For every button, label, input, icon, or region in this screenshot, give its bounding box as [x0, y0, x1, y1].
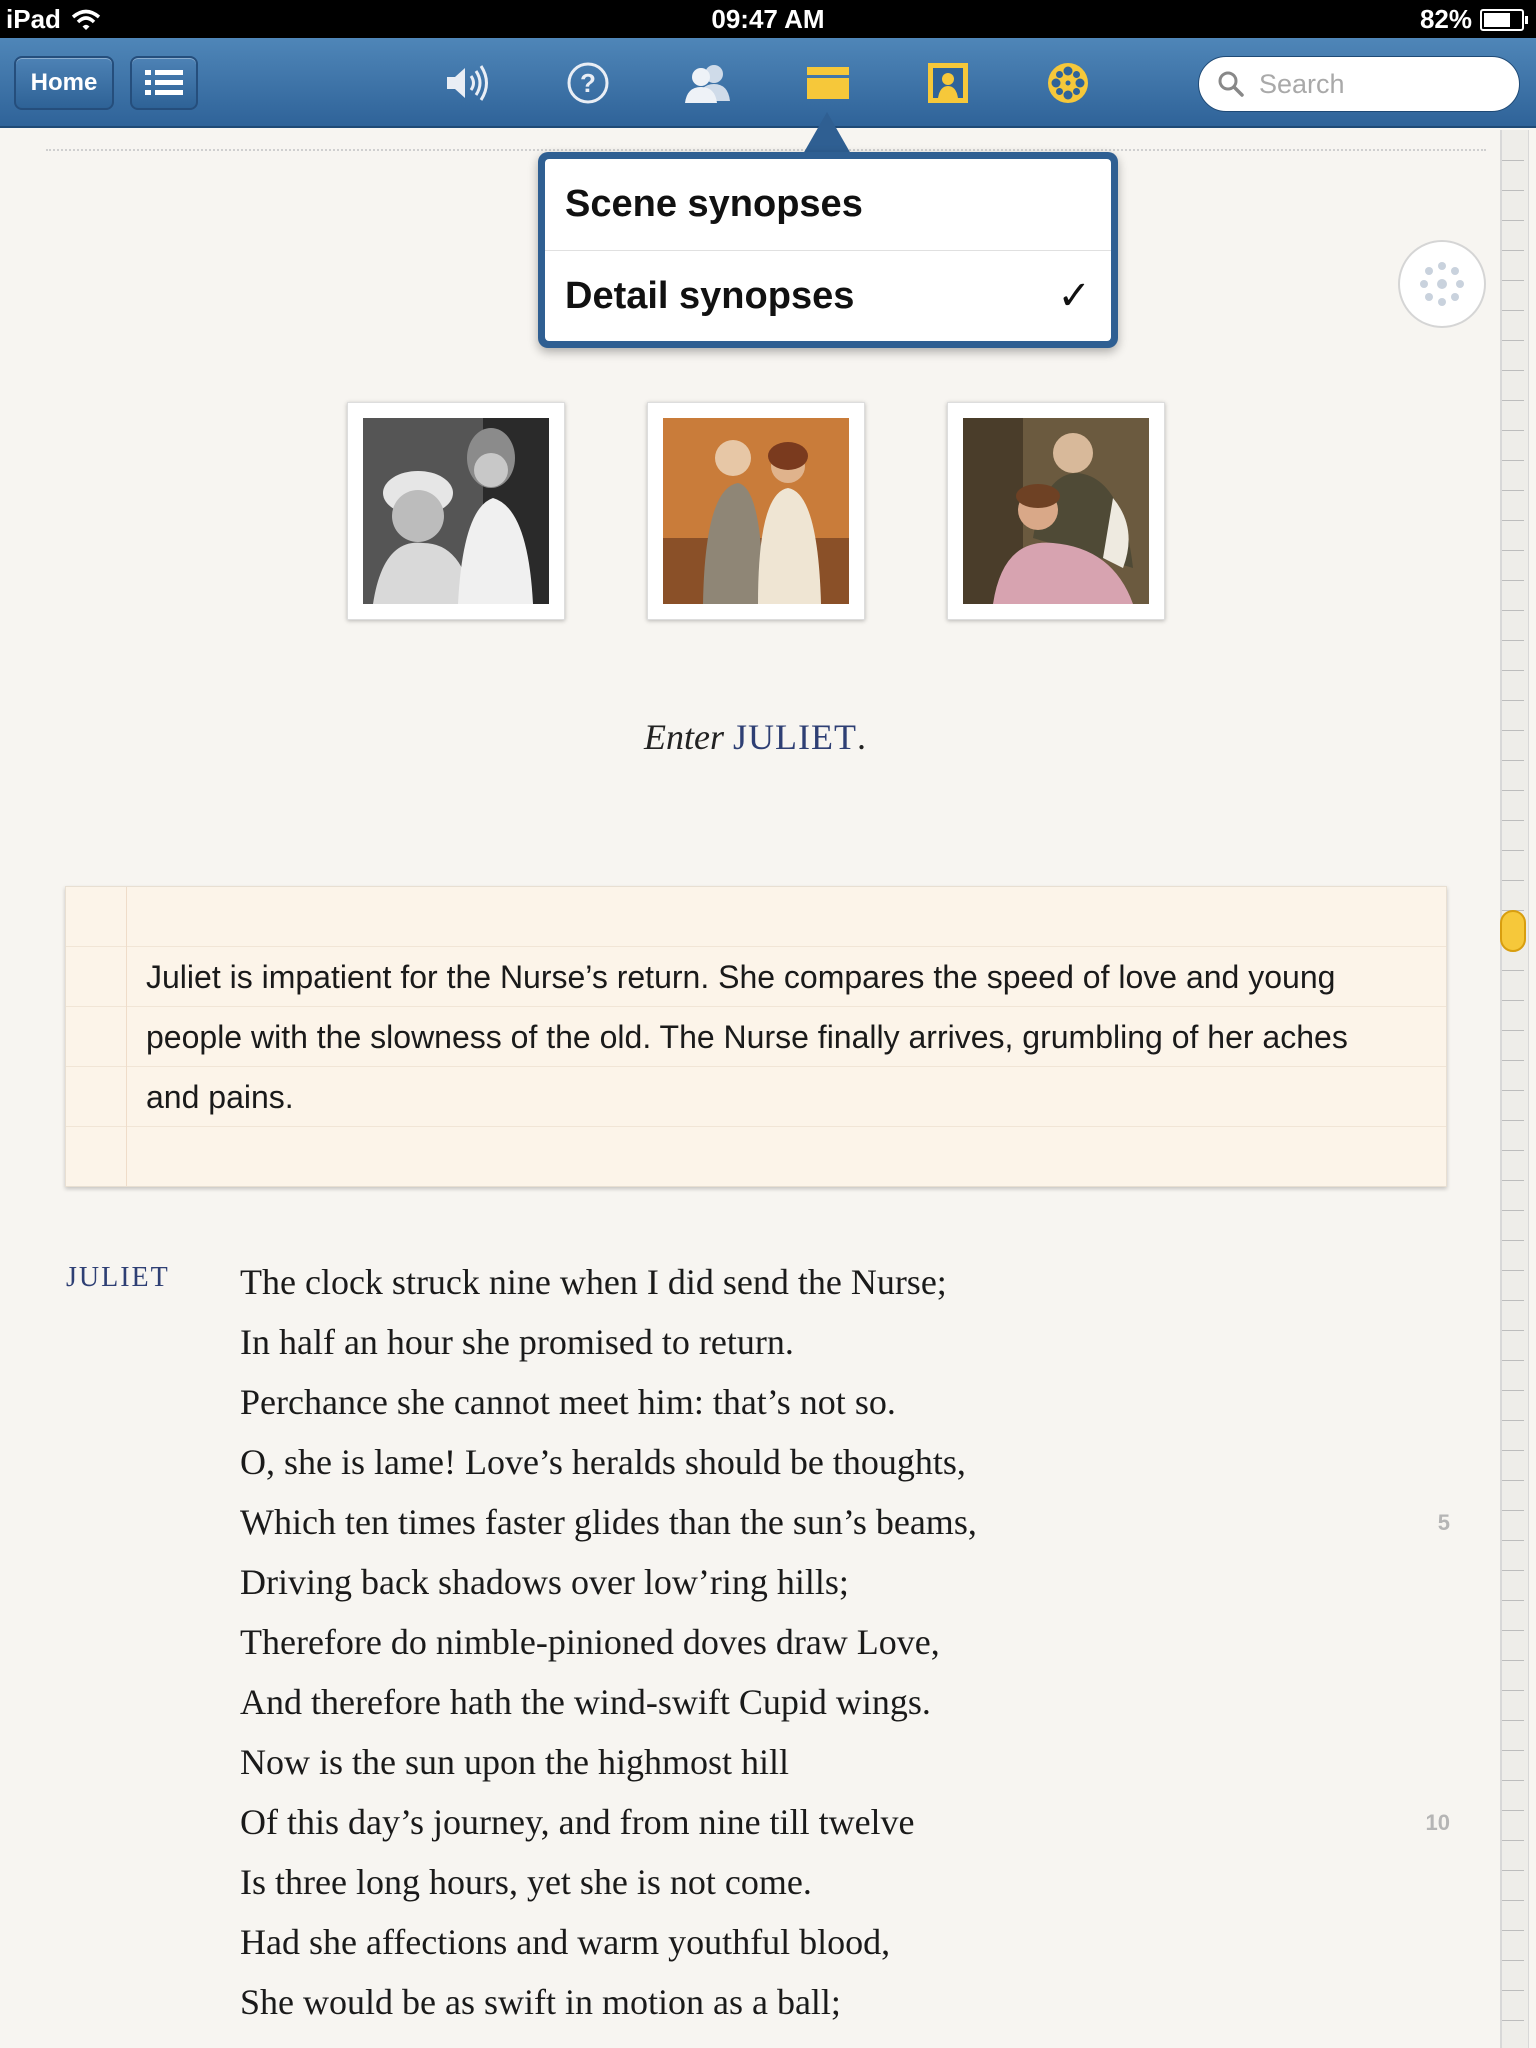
- battery-percent: 82%: [1419, 4, 1472, 34]
- popover-menu: [545, 159, 1111, 341]
- checkmark-icon: ✓: [1057, 274, 1091, 318]
- verse-block: [240, 1252, 977, 2032]
- menu-item-label: Scene synopses: [565, 183, 863, 225]
- verse-line: In half an hour she promised to return.: [240, 1322, 794, 1362]
- film-reel-icon: [1046, 61, 1090, 105]
- photo-image: [363, 418, 549, 604]
- portrait-button[interactable]: [922, 58, 974, 108]
- synopsis-card: [65, 886, 1447, 1187]
- verse-line: Now is the sun upon the highmost hill: [240, 1742, 789, 1782]
- search-input[interactable]: [1257, 68, 1511, 101]
- dotted-circle-icon: [1414, 256, 1470, 312]
- clock: 09:47 AM: [711, 4, 825, 34]
- page-scrubber[interactable]: [1500, 130, 1529, 2048]
- verse-line: The clock struck nine when I did send the Nurse;: [240, 1262, 947, 1302]
- menu-item-label: Detail synopses: [565, 274, 855, 317]
- verse-line: Therefore do nimble-pinioned doves draw Love,: [240, 1622, 940, 1662]
- status-right: [1420, 4, 1524, 35]
- help-button[interactable]: [562, 58, 614, 108]
- stage-direction-period: .: [856, 717, 866, 757]
- search-icon: [1217, 70, 1245, 98]
- portrait-icon: [926, 61, 970, 105]
- verse-line: And therefore hath the wind-swift Cupid wings.: [240, 1682, 931, 1722]
- menu-item-scene-synopses[interactable]: [545, 159, 1111, 250]
- scrubber-handle[interactable]: [1500, 910, 1526, 952]
- photo-image: [963, 418, 1149, 604]
- verse-line: Of this day’s journey, and from nine till twelve: [240, 1802, 915, 1842]
- popover-arrow: [803, 112, 851, 154]
- svg-text:?: ?: [580, 68, 596, 98]
- verse-line: Which ten times faster glides than the sun’s beams,: [240, 1502, 977, 1542]
- top-divider: [46, 149, 1486, 151]
- search-field[interactable]: [1198, 56, 1520, 112]
- battery-icon: [1480, 9, 1524, 31]
- status-bar: [0, 0, 1536, 38]
- verse-line: Had she affections and warm youthful blood,: [240, 1922, 891, 1962]
- menu-item-detail-synopses[interactable]: [545, 250, 1111, 341]
- video-button[interactable]: [1042, 58, 1094, 108]
- contents-button[interactable]: [130, 56, 198, 110]
- synopsis-icon: [806, 65, 850, 101]
- synopsis-text: Juliet is impatient for the Nurse’s return. She compares the speed of love and young people with the slowness of the old. The Nurse finally arrives, grumbling of her aches and pains.: [146, 959, 1348, 1115]
- help-icon: [566, 61, 610, 105]
- verse-line: She would be as swift in motion as a ball;: [240, 1982, 841, 2022]
- characters-icon: [682, 63, 734, 103]
- audio-button[interactable]: [442, 58, 494, 108]
- home-button[interactable]: Home: [14, 56, 114, 110]
- list-icon: [145, 68, 183, 98]
- stage-direction-character[interactable]: JULIET: [733, 717, 857, 757]
- production-photo-2[interactable]: [647, 402, 865, 620]
- verse-line: Perchance she cannot meet him: that’s not so.: [240, 1382, 896, 1422]
- synopsis-button[interactable]: [802, 58, 854, 108]
- device-label: iPad: [6, 4, 61, 34]
- characters-button[interactable]: [682, 58, 734, 108]
- verse-line: Is three long hours, yet she is not come.: [240, 1862, 812, 1902]
- verse-line: Driving back shadows over low’ring hills;: [240, 1562, 849, 1602]
- production-photo-3[interactable]: [947, 402, 1165, 620]
- synopsis-margin-line: [126, 887, 127, 1186]
- annotation-dial-button[interactable]: [1398, 240, 1486, 328]
- speaker-icon: [445, 63, 491, 103]
- photo-image: [663, 418, 849, 604]
- synopsis-popover: [538, 152, 1118, 348]
- speaker-name[interactable]: JULIET: [66, 1262, 170, 1293]
- verse-line: O, she is lame! Love’s heralds should be thoughts,: [240, 1442, 966, 1482]
- stage-direction-enter: Enter: [644, 717, 724, 757]
- stage-direction: [0, 716, 1510, 758]
- toolbar: [0, 38, 1536, 128]
- line-number-10: 10: [1425, 1810, 1450, 1835]
- line-number-5: 5: [1437, 1510, 1450, 1535]
- production-photo-1[interactable]: [347, 402, 565, 620]
